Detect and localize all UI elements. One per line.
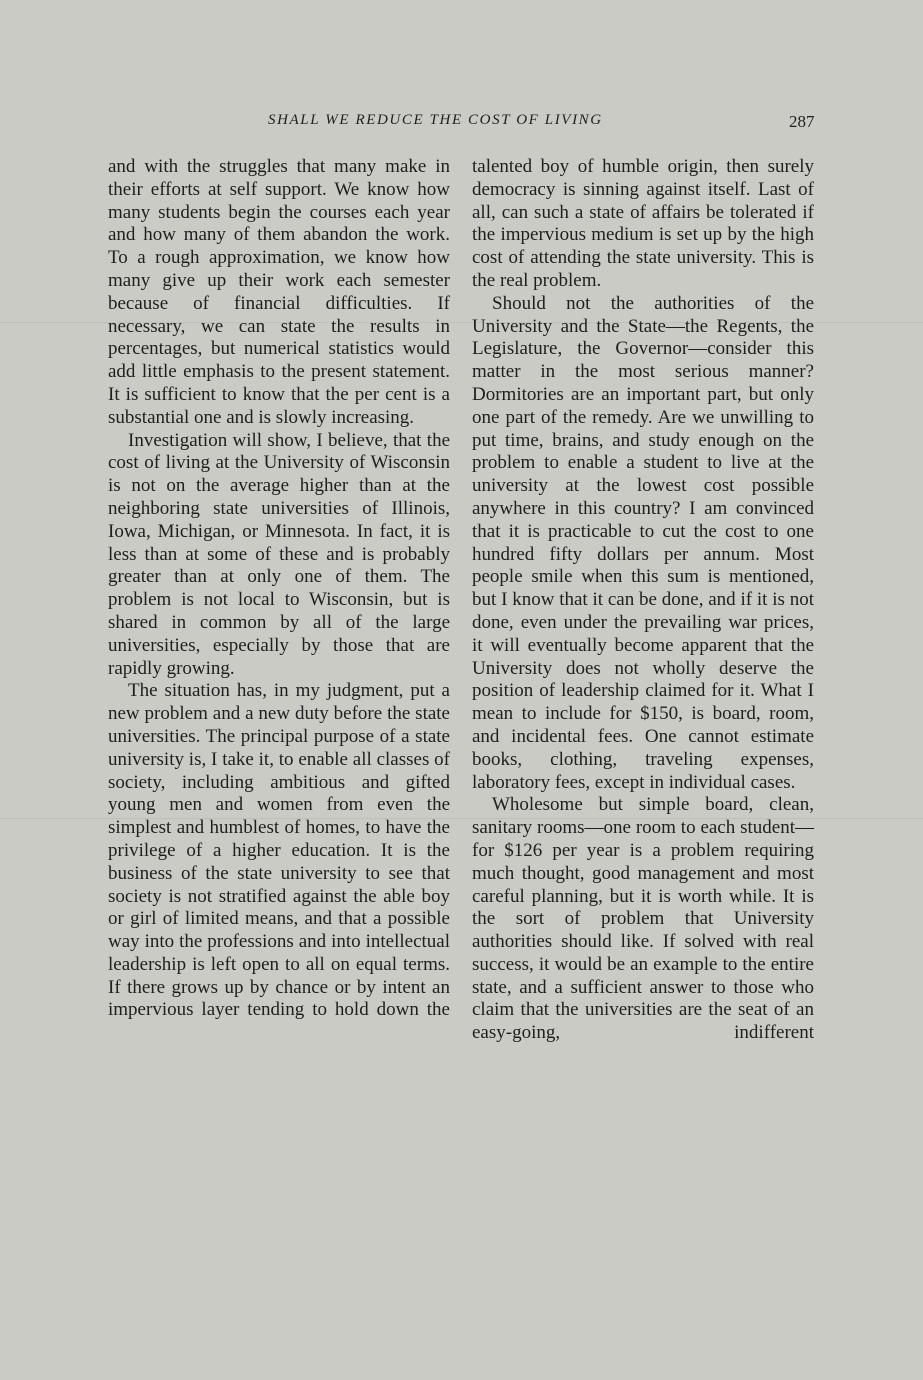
- paragraph: Should not the authorities of the University and the State—the Regents, the Legislature, the Governor—consider this matter in the most serious manner? Dormitories are an important part, but only one part of the remedy. Are we unwilling to put time, brains, and study enough on the problem to enable a student to live at the university at the lowest cost possible anywhere in this country? I am convinced that it is practicable to cut the cost to one hundred fifty dollars per annum. Most people smile when this sum is mentioned, but I know that it can be done, and if it is not done, even under the prevailing war prices, it will eventually become apparent that the University does not wholly deserve the position of leadership claimed for it. What I mean to include for $150, is board, room, and incidental fees. One cannot estimate books, clothing, traveling expenses, laboratory fees, except in individual cases.: [472, 292, 814, 793]
- paragraph: talented boy of humble origin, then surely democracy is sinning against itself. Last of all, can such a state of affairs be tolerated if the impervious medium is set up by the high cost of attending the state university. This is the real problem.: [472, 156, 814, 291]
- right-column: [472, 156, 814, 1045]
- paragraph: Wholesome but simple board, clean, sanitary rooms—one room to each student—for $126 per year is a problem requiring much thought, good management and most careful planning, but it is worth while. It is the sort of problem that University authorities should like. If solved with real success, it would be an example to the entire state, and a sufficient answer to those who claim that the universities are the seat of an easy-going, indifferent: [472, 794, 814, 1044]
- left-column: [108, 156, 450, 1022]
- running-head-title: SHALL WE REDUCE THE COST OF LIVING: [268, 112, 603, 128]
- page-number: 287: [789, 112, 815, 131]
- paragraph: Investigation will show, I believe, that the cost of living at the University of Wisconsin is not on the average higher than at the neighboring state universities of Illinois, Iowa, Michigan, or Minnesota. In fact, it is less than at some of these and is probably greater than at only one of them. The problem is not local to Wisconsin, but is shared in common by all of the large universities, especially by those that are rapidly growing.: [108, 429, 450, 679]
- paragraph: and with the struggles that many make in their efforts at self support. We know how many students begin the courses each year and how many of them abandon the work. To a rough approximation, we know how many give up their work each semester because of financial difficulties. If necessary, we can state the results in percentages, but numerical statistics would add little emphasis to the present statement. It is sufficient to know that the per cent is a substantial one and is slowly increasing.: [108, 156, 450, 428]
- paragraph: The situation has, in my judgment, put a new problem and a new duty before the state universities. The principal purpose of a state university is, I take it, to enable all classes of society, including ambitious and gifted young men and women from even the simplest and humblest of homes, to have the privilege of a higher education. It is the business of the state university to see that society is not stratified against the able boy or girl of limited means, and that a possible way into the professions and into intellectual leadership is left open to all on equal terms. If there grows up by chance or by intent an impervious layer tending to hold down the: [108, 680, 450, 1021]
